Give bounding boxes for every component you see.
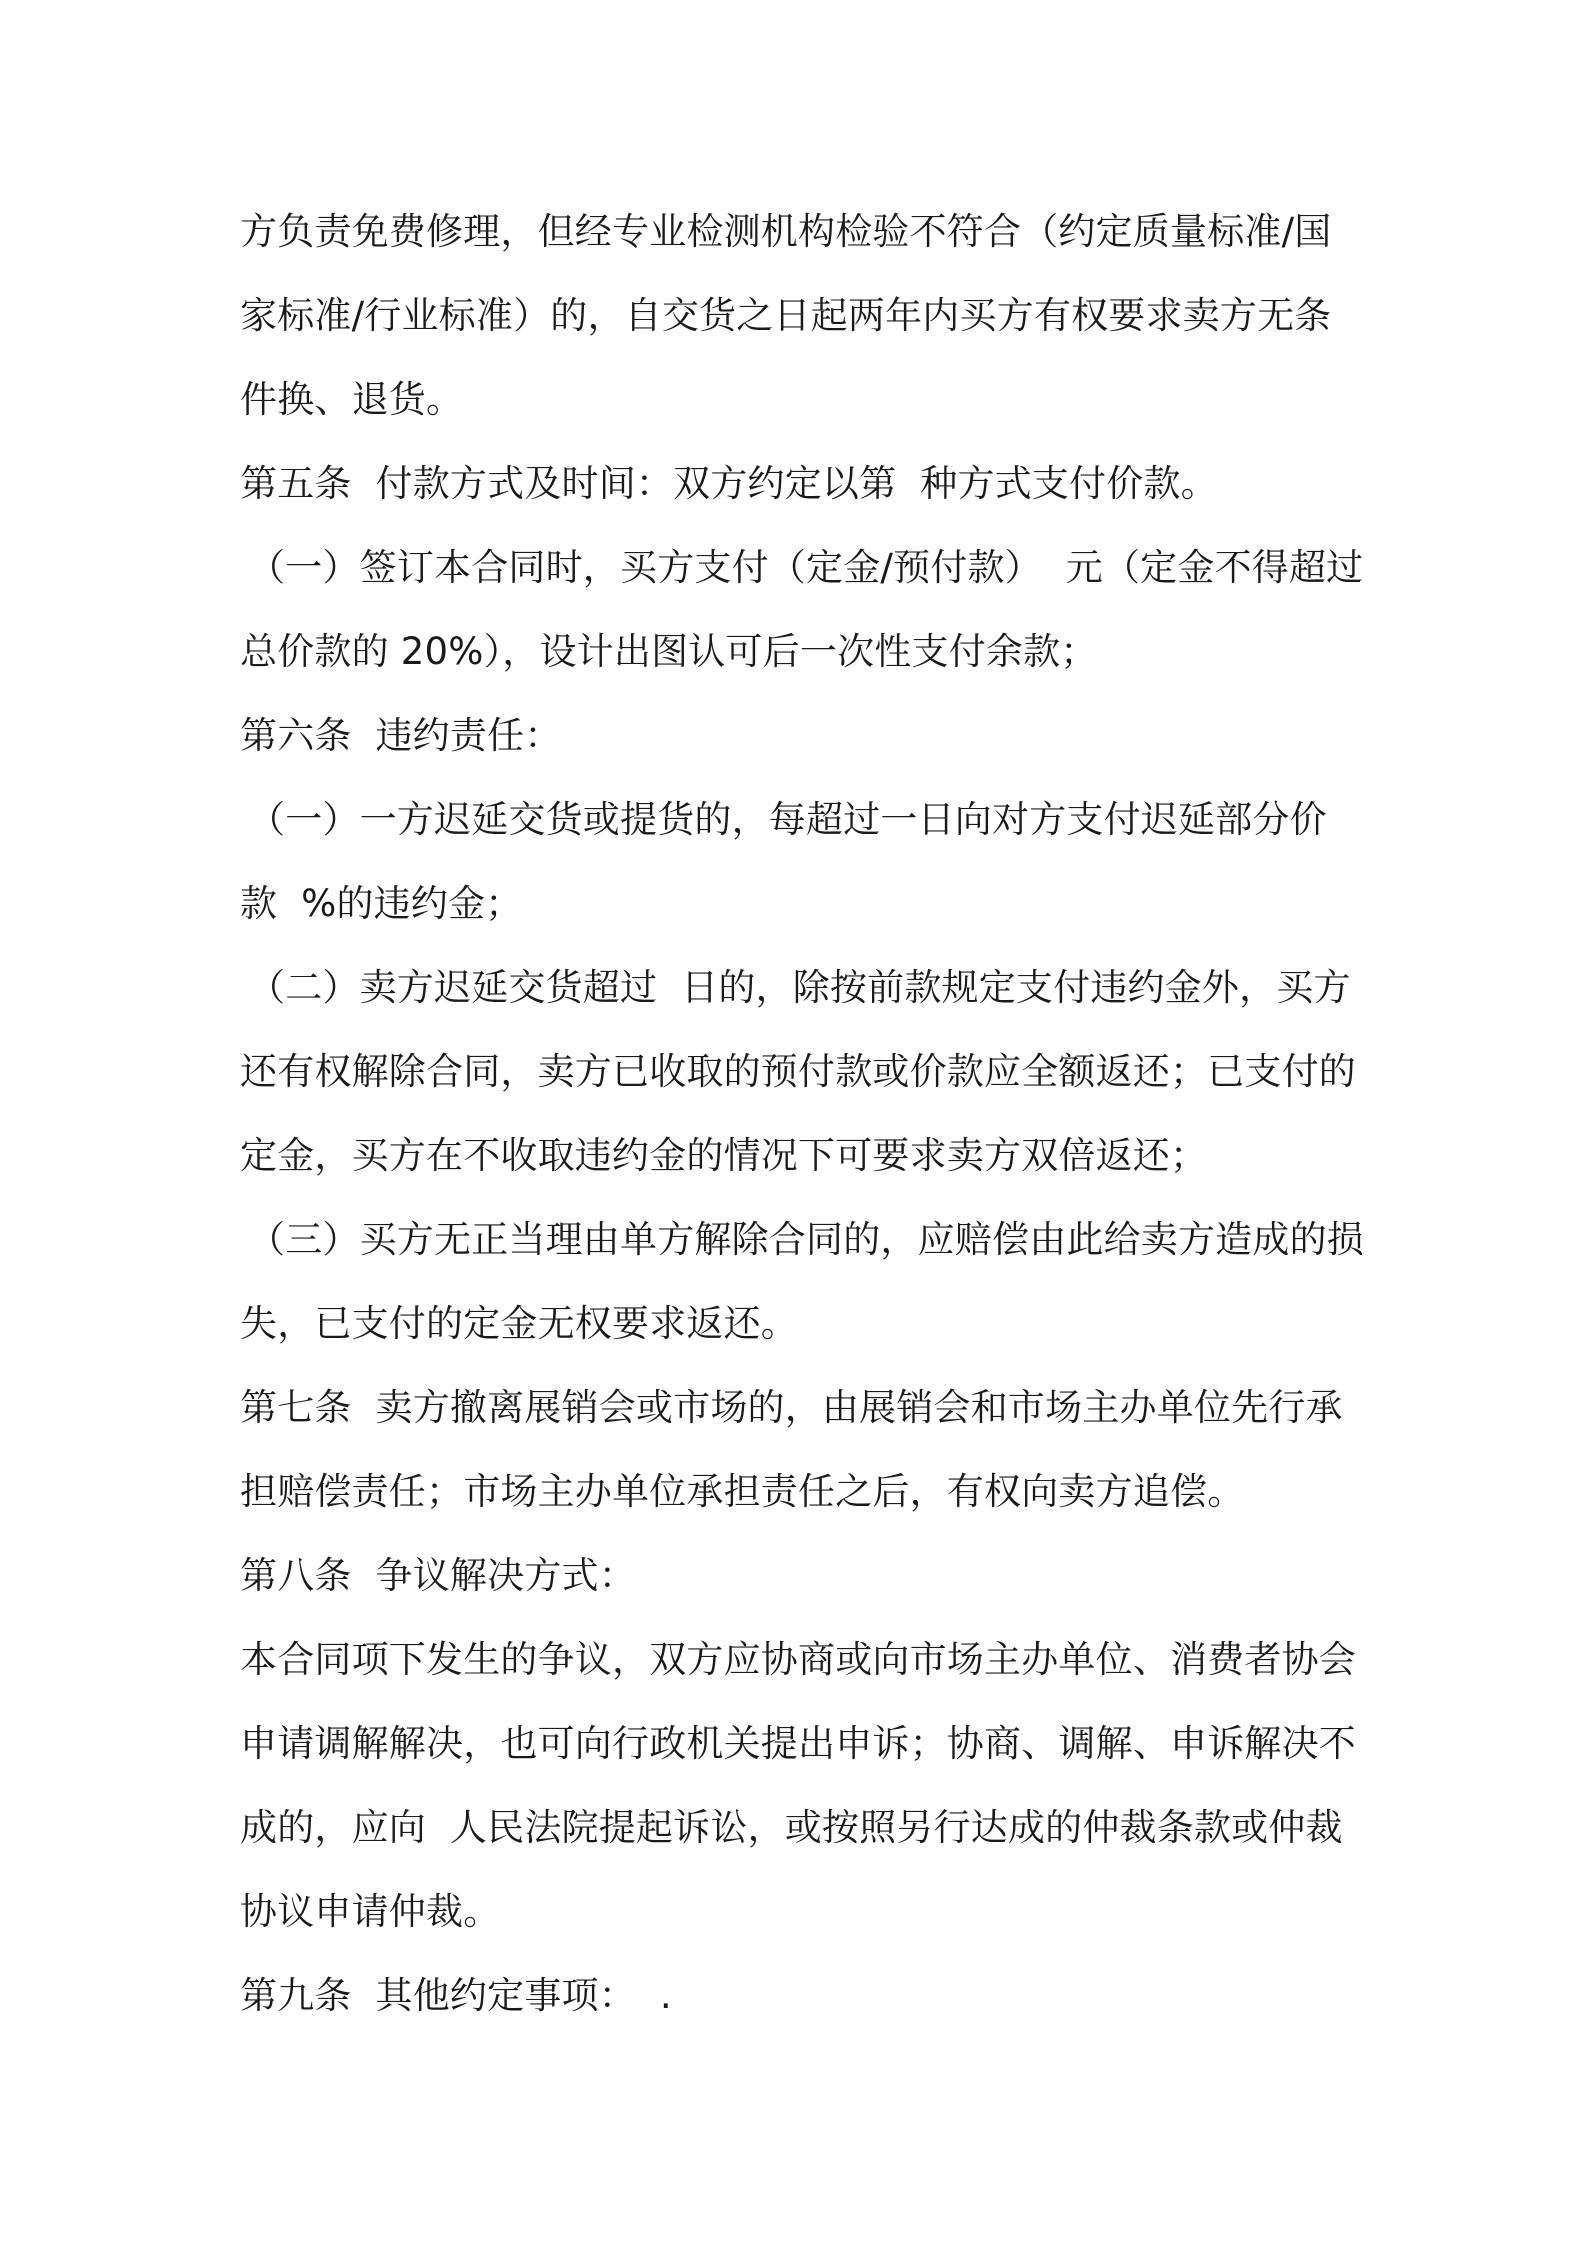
text-line: 失，已支付的定金无权要求返还。 [240, 1302, 798, 1345]
article-heading: 第七条 卖方撤离展销会或市场的，由展销会和市场主办单位先行承 [240, 1386, 1343, 1429]
text-line: 成的，应向 人民法院提起诉讼，或按照另行达成的仲裁条款或仲裁 [240, 1806, 1343, 1849]
article-heading: 第九条 其他约定事项： . [240, 1974, 672, 2017]
text-line: 方负责免费修理，但经专业检测机构检验不符合（约定质量标准/国 [240, 210, 1332, 253]
text-line: 担赔偿责任；市场主办单位承担责任之后，有权向卖方追偿。 [240, 1470, 1245, 1513]
text-line: 定金，买方在不收取违约金的情况下可要求卖方双倍返还； [240, 1134, 1208, 1177]
text-line: 还有权解除合同，卖方已收取的预付款或价款应全额返还；已支付的 [240, 1050, 1356, 1093]
clause-line: （一）一方迟延交货或提货的，每超过一日向对方支付迟延部分价 [248, 798, 1327, 841]
text-line: 件换、退货。 [240, 378, 464, 421]
article-heading: 第五条 付款方式及时间：双方约定以第 种方式支付价款。 [240, 462, 1218, 505]
text-line: 款 %的违约金； [240, 882, 523, 925]
clause-line: （一）签订本合同时，买方支付（定金/预付款） 元（定金不得超过 [248, 546, 1364, 589]
text-line: 家标准/行业标准）的，自交货之日起两年内买方有权要求卖方无条 [240, 294, 1332, 337]
text-line: 总价款的 20%），设计出图认可后一次性支付余款； [240, 630, 1098, 673]
clause-line: （三）买方无正当理由单方解除合同的，应赔偿由此给卖方造成的损 [248, 1218, 1364, 1261]
clause-line: （二）卖方迟延交货超过 日的，除按前款规定支付违约金外，买方 [248, 966, 1351, 1009]
text-line: 协议申请仲裁。 [240, 1890, 501, 1933]
contract-text [240, 190, 1364, 2038]
text-line: 申请调解解决，也可向行政机关提出申诉；协商、调解、申诉解决不 [240, 1722, 1356, 1765]
text-line: 本合同项下发生的争议，双方应协商或向市场主办单位、消费者协会 [240, 1638, 1356, 1681]
article-heading: 第八条 争议解决方式： [240, 1554, 636, 1597]
article-heading: 第六条 违约责任： [240, 714, 562, 757]
